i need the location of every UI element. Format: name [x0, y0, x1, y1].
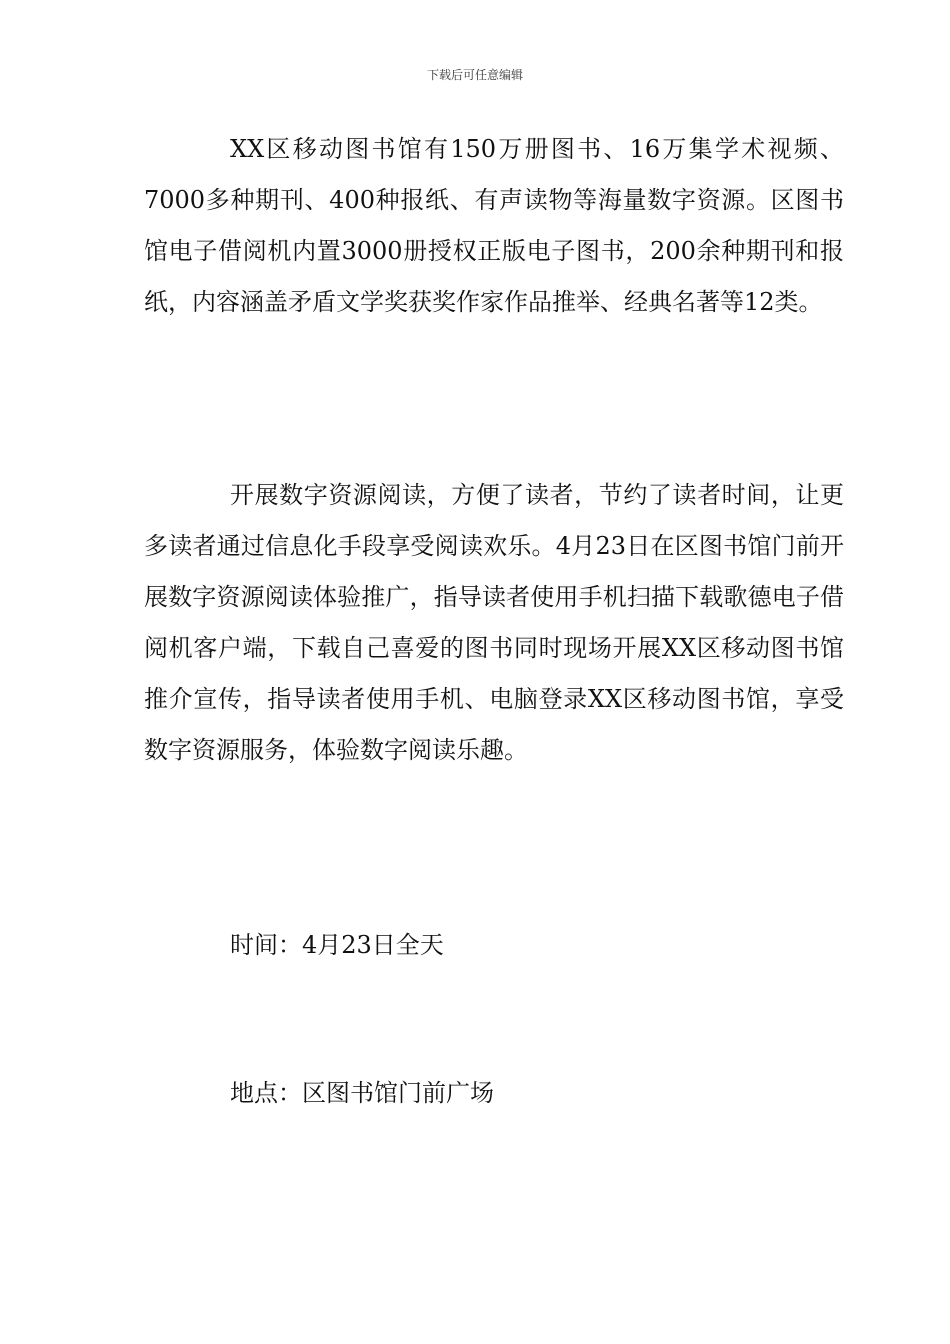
activity-paragraph: 开展数字资源阅读，方便了读者，节约了读者时间，让更多读者通过信息化手段享受阅读欢乐。4月23日在区图书馆门前开展数字资源阅读体验推广，指导读者使用手机扫描下载歌德电子借阅机客户端，下载自己喜爱的图书同时现场开展XX区移动图书馆推介宣传，指导读者使用手机、电脑登录XX区移动图书馆，享受数字资源服务，体验数字阅读乐趣。: [144, 481, 844, 764]
location-line: 地点：区图书馆门前广场: [230, 1079, 494, 1107]
page-header: 下载后可任意编辑: [426, 68, 523, 82]
intro-paragraph: XX区移动图书馆有150万册图书、16万集学术视频、7000多种期刊、400种报纸、有声读物等海量数字资源。区图书馆电子借阅机内置3000册授权正版电子图书，200余种期刊和报纸，内容涵盖矛盾文学奖获奖作家作品推举、经典名著等12类。: [144, 135, 844, 316]
time-line: 时间：4月23日全天: [230, 931, 444, 959]
